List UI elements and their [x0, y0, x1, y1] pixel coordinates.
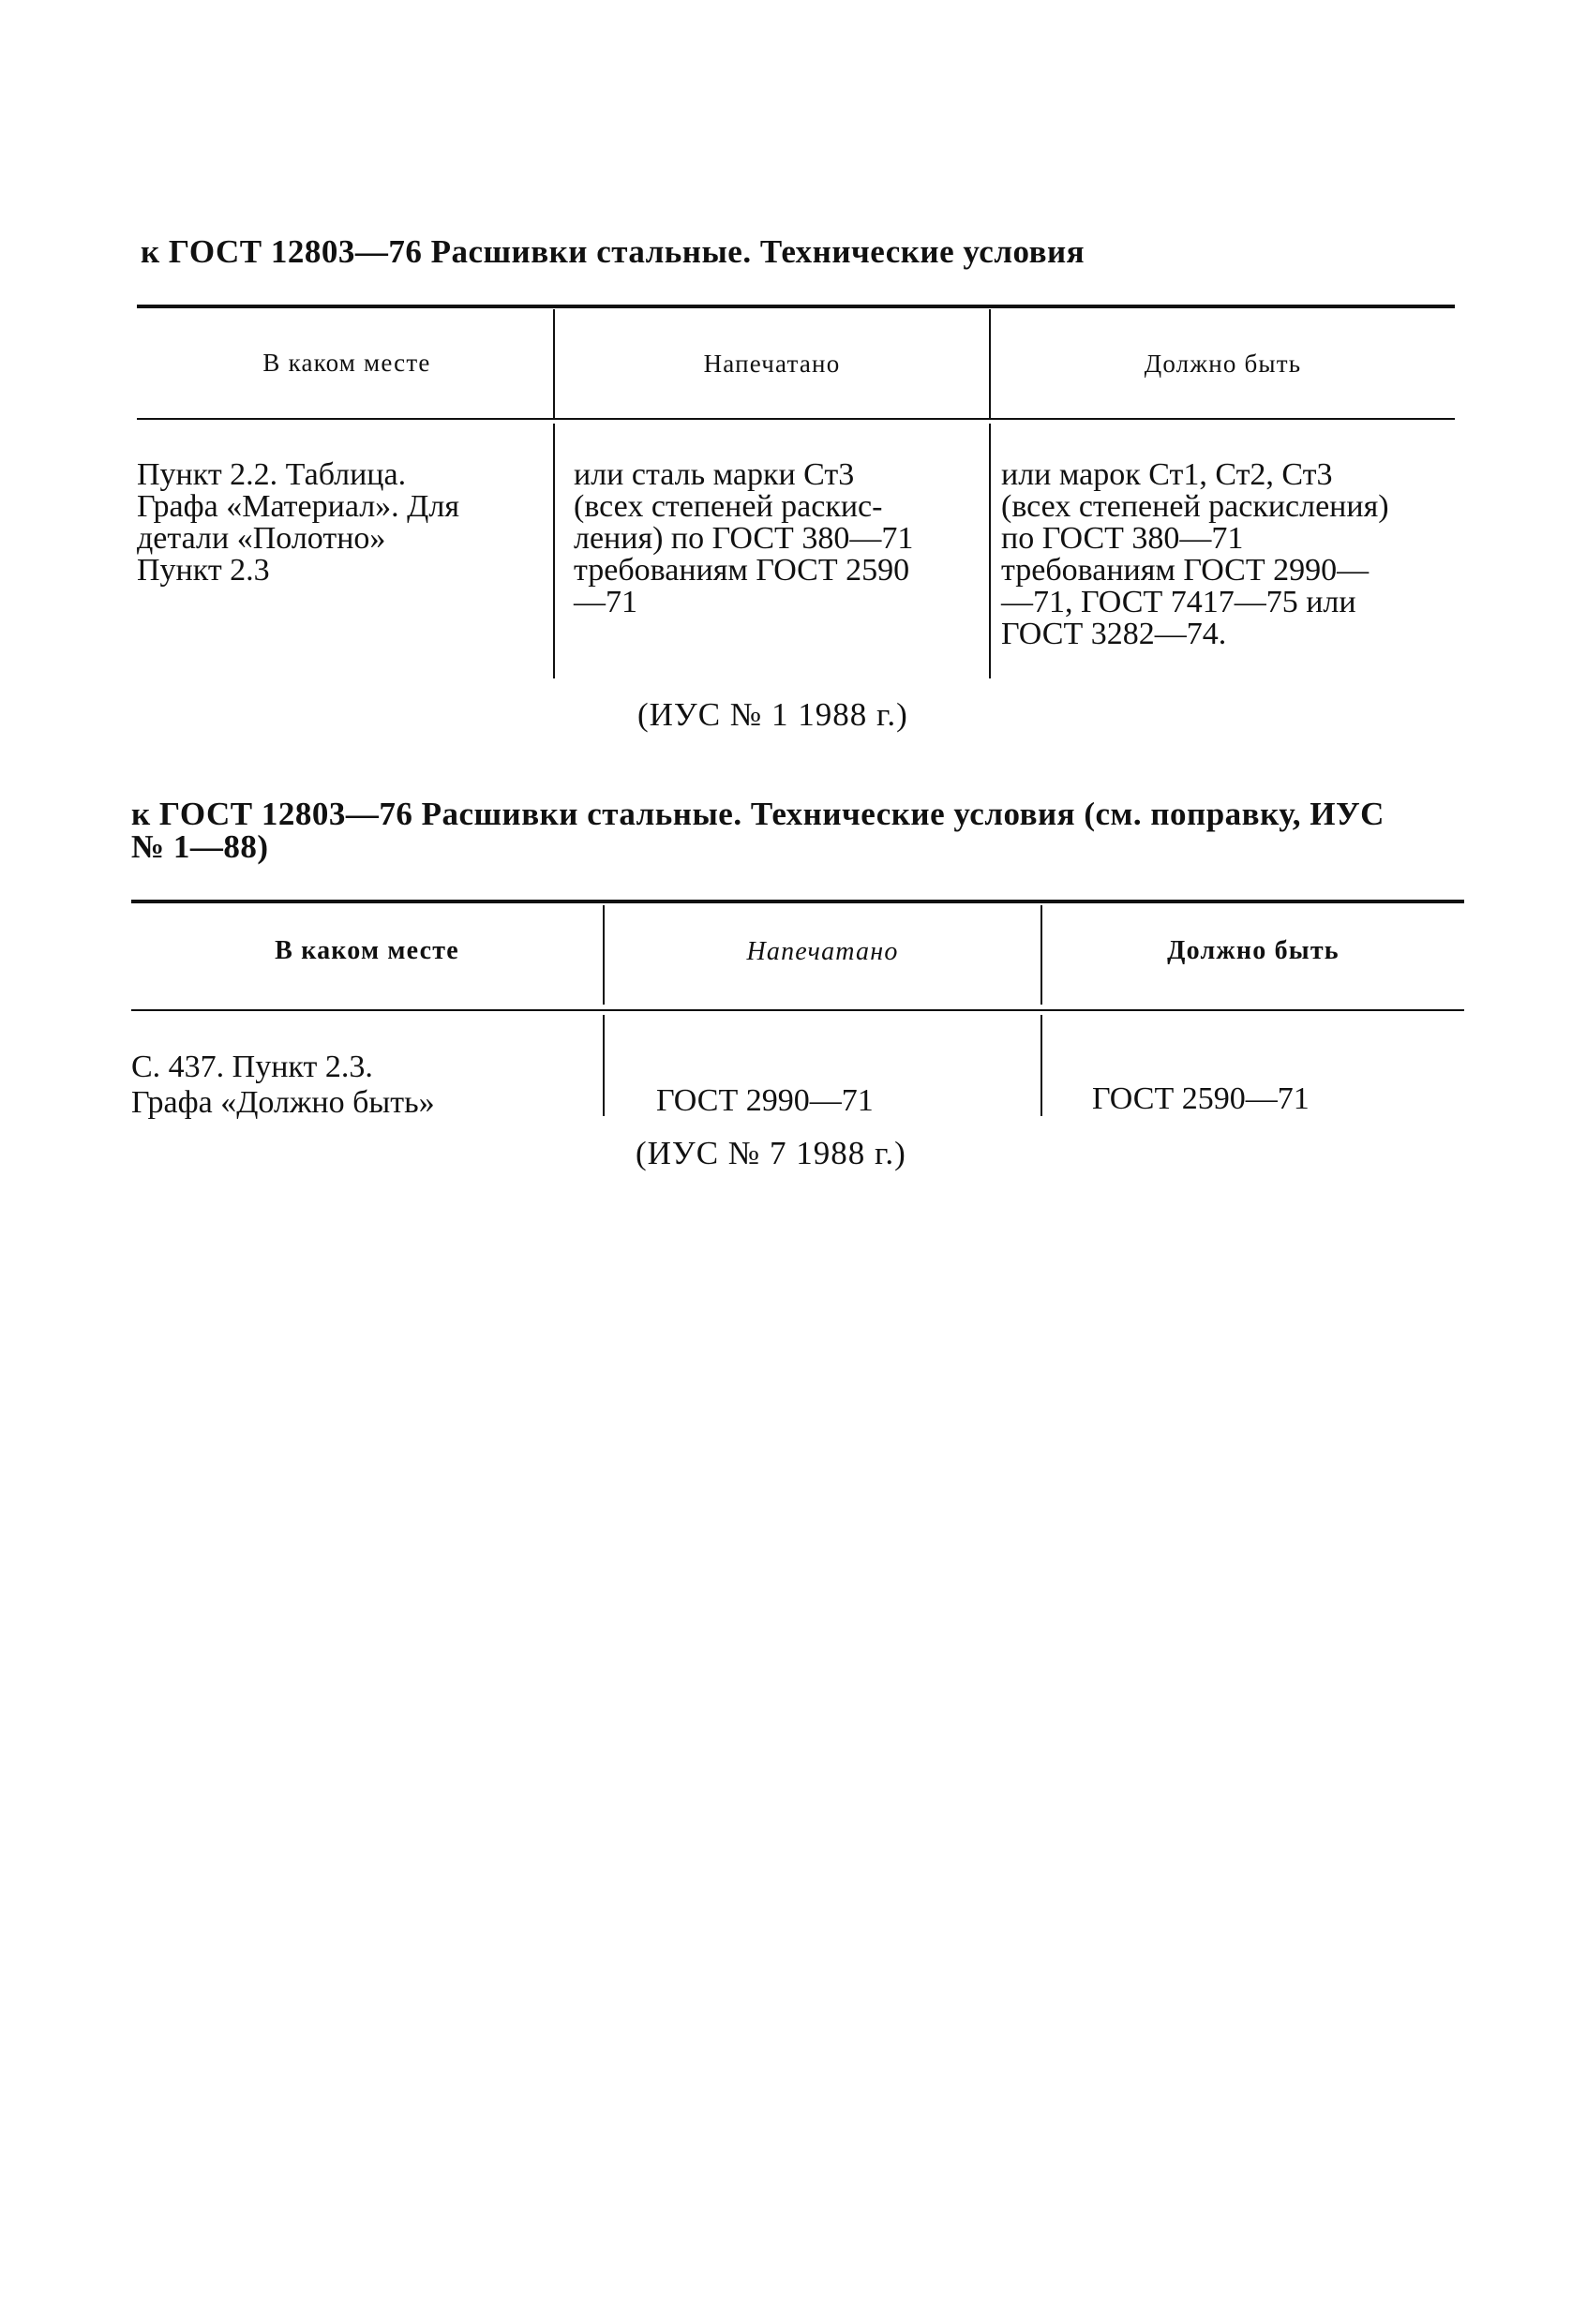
section1-divider-2-body — [989, 424, 991, 678]
section1-heading: к ГОСТ 12803—76 Расшивки стальные. Технические условия — [141, 233, 1085, 270]
section2-source: (ИУС № 7 1988 г.) — [636, 1135, 906, 1171]
section1-table-top-rule — [137, 305, 1455, 308]
section1-col-printed-header: Напечатано — [703, 350, 841, 378]
section1-cell-printed: или сталь марки Ст3 (всех степеней раскис- ления) по ГОСТ 380—71 требованиям ГОСТ 2590 —71 — [574, 457, 914, 619]
section2-cell-should-be: ГОСТ 2590—71 — [1092, 1081, 1310, 1116]
section2-table-top-rule — [131, 900, 1464, 903]
section1-cell-should-be: или марок Ст1, Ст2, Ст3 (всех степеней раскисления) по ГОСТ 380—71 требованиям ГОСТ 2990— —71, ГОСТ 7417—75 или ГОСТ 3282—74. — [1001, 457, 1389, 651]
section2-col-printed-header: Напечатано — [746, 937, 899, 966]
section2-col-place-header: В каком месте — [275, 936, 459, 965]
section1-header-rule — [137, 418, 1455, 420]
section2-header-rule — [131, 1009, 1464, 1011]
section1-divider-1-body — [553, 424, 555, 678]
section2-cell-place: С. 437. Пункт 2.3. Графа «Должно быть» — [131, 1050, 435, 1120]
section2-col-shouldbe-header: Должно быть — [1167, 936, 1340, 965]
section2-divider-2-body — [1041, 1015, 1042, 1116]
section1-col-shouldbe-header: Должно быть — [1144, 350, 1302, 378]
section2-divider-1-body — [603, 1015, 605, 1116]
section2-cell-printed: ГОСТ 2990—71 — [656, 1083, 874, 1118]
section1-cell-place: Пункт 2.2. Таблица. Графа «Материал». Для детали «Полотно» Пункт 2.3 — [137, 457, 459, 588]
section2-heading-line1: к ГОСТ 12803—76 Расшивки стальные. Технические условия (см. поправку, ИУС — [131, 796, 1385, 832]
section2-heading-line2: № 1—88) — [131, 828, 269, 865]
section1-source: (ИУС № 1 1988 г.) — [637, 696, 908, 733]
section1-col-place-header: В каком месте — [262, 349, 431, 377]
